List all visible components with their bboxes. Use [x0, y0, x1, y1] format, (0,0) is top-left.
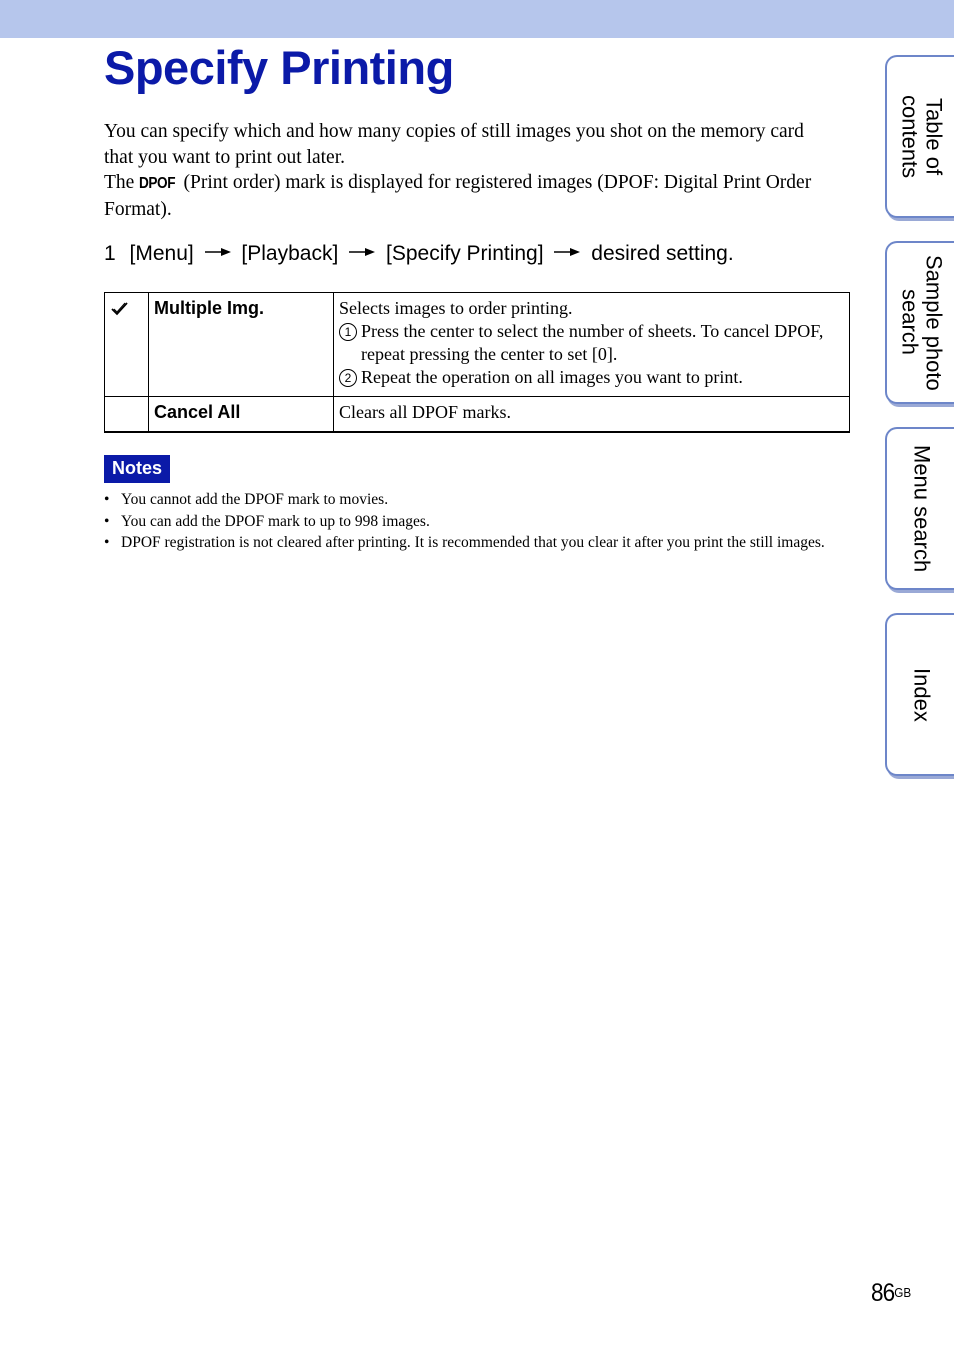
step-part-specify-printing: [Specify Printing] [386, 242, 544, 265]
setting-name-cancel-all: Cancel All [149, 397, 334, 432]
step-number: 1 [104, 242, 116, 265]
step-part-playback: [Playback] [241, 242, 339, 265]
list-item: • You cannot add the DPOF mark to movies. [104, 489, 852, 511]
intro-post: (Print order) mark is displayed for registered images (DPOF: Digital Print Order Format). [104, 172, 812, 220]
circled-number-icon: 1 [339, 323, 357, 341]
table-row [105, 397, 850, 432]
list-item: • You can add the DPOF mark to up to 998 images. [104, 511, 852, 533]
tab-sample-photo-search[interactable] [885, 241, 954, 404]
tab-label: Menu search [909, 444, 935, 573]
circled-number-icon: 2 [339, 369, 357, 387]
tab-table-of-contents[interactable] [885, 55, 954, 218]
substep [339, 320, 844, 366]
tab-label: Index [909, 667, 935, 722]
icon-cell [105, 293, 149, 397]
tab-label: Sample photo search [897, 254, 947, 391]
substep-text: Repeat the operation on all images you want to print. [361, 367, 743, 387]
intro-pre: The [104, 172, 140, 193]
substep [339, 366, 844, 389]
page-number-value: 86 [871, 1279, 895, 1307]
notes-badge: Notes [104, 455, 170, 483]
arrow-right-icon [205, 247, 231, 257]
table-row [105, 293, 850, 397]
page-number [871, 1278, 911, 1308]
setting-name-multiple-img: Multiple Img. [149, 293, 334, 397]
settings-table [104, 292, 850, 433]
intro-text [104, 119, 834, 222]
intro-paragraph-1: You can specify which and how many copies of still images you shot on the memory card that you want to print out later. [104, 121, 804, 168]
icon-cell [105, 397, 149, 432]
arrow-right-icon [554, 247, 580, 257]
tab-index[interactable] [885, 613, 954, 776]
setting-desc-cancel-all: Clears all DPOF marks. [334, 397, 850, 432]
page-title: Specify Printing [104, 41, 454, 94]
list-item: • DPOF registration is not cleared after printing. It is recommended that you clear it after you print the still images. [104, 532, 852, 554]
dpof-mark-icon: DPOF [139, 175, 176, 192]
tab-menu-search[interactable] [885, 427, 954, 590]
step-instruction [104, 240, 734, 268]
setting-desc-multiple-img [334, 293, 850, 397]
intro-paragraph-2 [104, 170, 834, 222]
arrow-right-icon [349, 247, 375, 257]
tab-label: Table of contents [897, 94, 947, 179]
header-band [0, 0, 954, 38]
page-suffix: GB [894, 1285, 912, 1300]
setting-desc-main: Selects images to order printing. [339, 298, 573, 318]
substep-text: Press the center to select the number of sheets. To cancel DPOF, repeat pressing the center to set [0]. [361, 321, 824, 364]
step-part-menu: [Menu] [129, 242, 194, 265]
notes-list [104, 489, 852, 554]
check-mark-icon [111, 301, 129, 317]
step-part-desired-setting: desired setting. [591, 242, 734, 265]
